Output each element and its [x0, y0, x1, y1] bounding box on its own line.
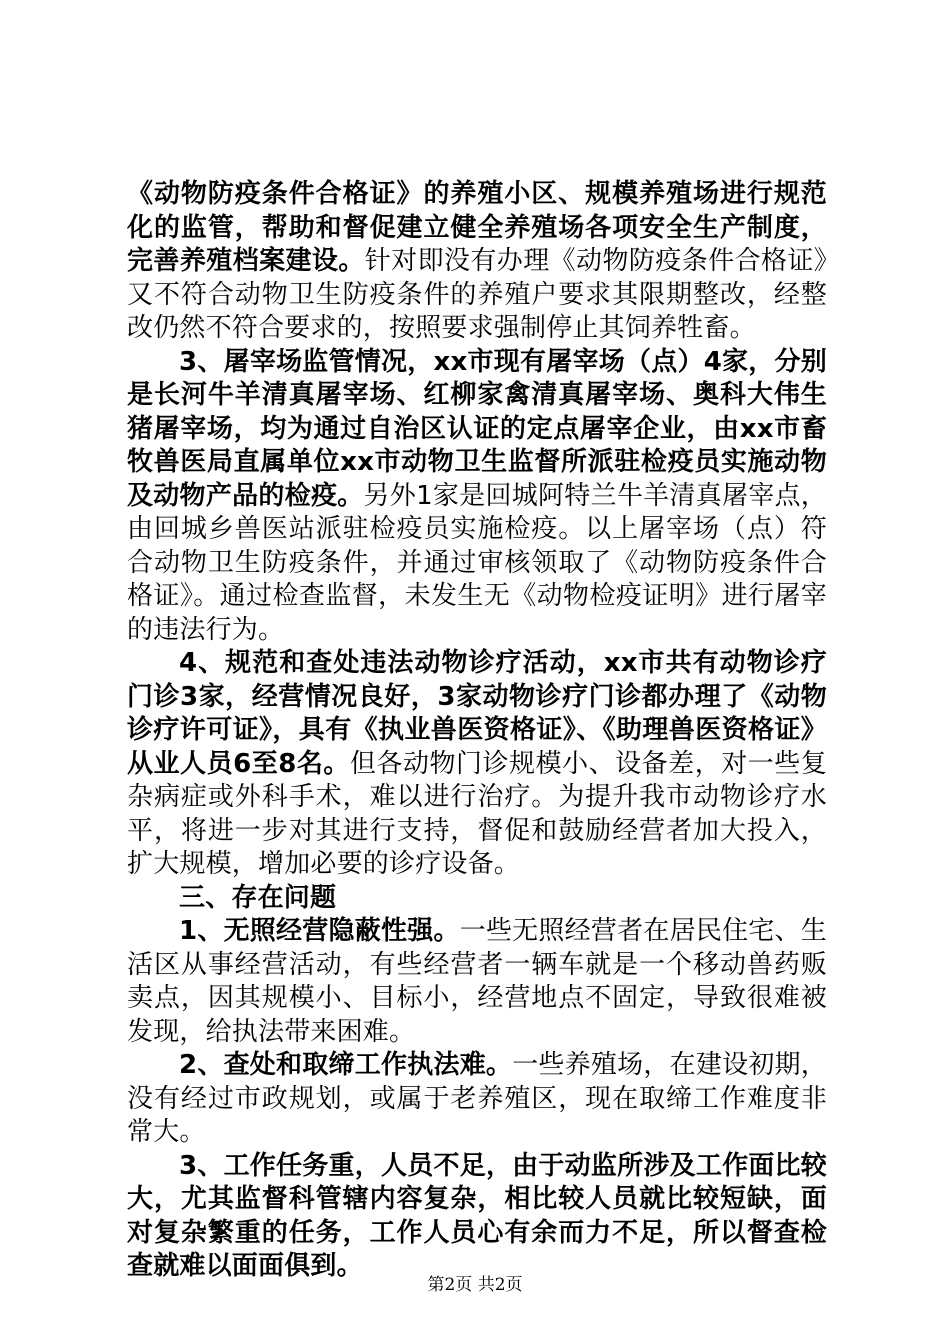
paragraph-4 — [127, 915, 827, 1049]
paragraph-2-part-b: 另外1家是回城阿特兰牛羊清真屠宰点，由回城乡兽医站派驻检疫员实施检疫。以上屠宰场（点）符合动物卫生防疫条件，并通过审核领取了《动物防疫条件合格证》。通过检查监督，未发生无《动物检疫证明》进行屠宰的违法行为。 — [127, 480, 827, 645]
paragraph-3-part-b: 但各动物门诊规模小、设备差，对一些复杂病症或外科手术，难以进行治疗。为提升我市动物诊疗水平，将进一步对其进行支持，督促和鼓励经营者加大投入，扩大规模，增加必要的诊疗设备。 — [127, 748, 828, 879]
page-footer: 第2页 共2页 — [427, 1275, 523, 1295]
paragraph-4-part-a: 1、无照经营隐蔽性强。 — [179, 916, 460, 946]
paragraph-1-part-b: 针对即没有办理《动物防疫条件合格证》又不符合动物卫生防疫条件的养殖户要求其限期整改，经整改仍然不符合要求的，按照要求强制停止其饲养牲畜。 — [127, 246, 827, 343]
paragraph-5 — [127, 1049, 827, 1150]
paragraph-2-part-a: 3、屠宰场监管情况，xx市现有屠宰场（点）4家，分别是长河牛羊清真屠宰场、红柳家禽清真屠宰场、奥科大伟生猪屠宰场，均为通过自治区认证的定点屠宰企业，由xx市畜牧兽医局直属单位xx市动物卫生监督所派驻检疫员实施动物及动物产品的检疫。 — [127, 346, 827, 511]
paragraph-6: 3、工作任务重，人员不足，由于动监所涉及工作面比较大，尤其监督科管辖内容复杂，相比较人员就比较短缺，面对复杂繁重的任务，工作人员心有余而力不足，所以督查检查就难以面面俱到。 — [127, 1150, 827, 1281]
paragraph-3-part-a: 4、规范和查处违法动物诊疗活动，xx市共有动物诊疗门诊3家，经营情况良好，3家动物诊疗门诊都办理了《动物诊疗许可证》，具有《执业兽医资格证》、《助理兽医资格证》从业人员6至8名。 — [127, 648, 827, 779]
section-heading-problems: 三、存在问题 — [179, 882, 337, 913]
paragraph-4-part-b: 一些无照经营者在居民住宅、生活区从事经营活动，有些经营者一辆车就是一个移动兽药贩卖点，因其规模小、目标小，经营地点不固定，导致很难被发现，给执法带来困难。 — [127, 916, 827, 1047]
paragraph-1 — [127, 178, 827, 346]
paragraph-3 — [127, 647, 827, 882]
paragraph-5-part-a: 2、查处和取缔工作执法难。 — [179, 1050, 513, 1080]
paragraph-1-part-a: 《动物防疫条件合格证》的养殖小区、规模养殖场进行规范化的监管，帮助和督促建立健全养殖场各项安全生产制度，完善养殖档案建设。 — [127, 179, 827, 276]
document-body — [127, 178, 827, 1284]
paragraph-5-part-b: 一些养殖场，在建设初期，没有经过市政规划，或属于老养殖区，现在取缔工作难度非常大。 — [127, 1050, 827, 1147]
paragraph-2 — [127, 346, 827, 648]
